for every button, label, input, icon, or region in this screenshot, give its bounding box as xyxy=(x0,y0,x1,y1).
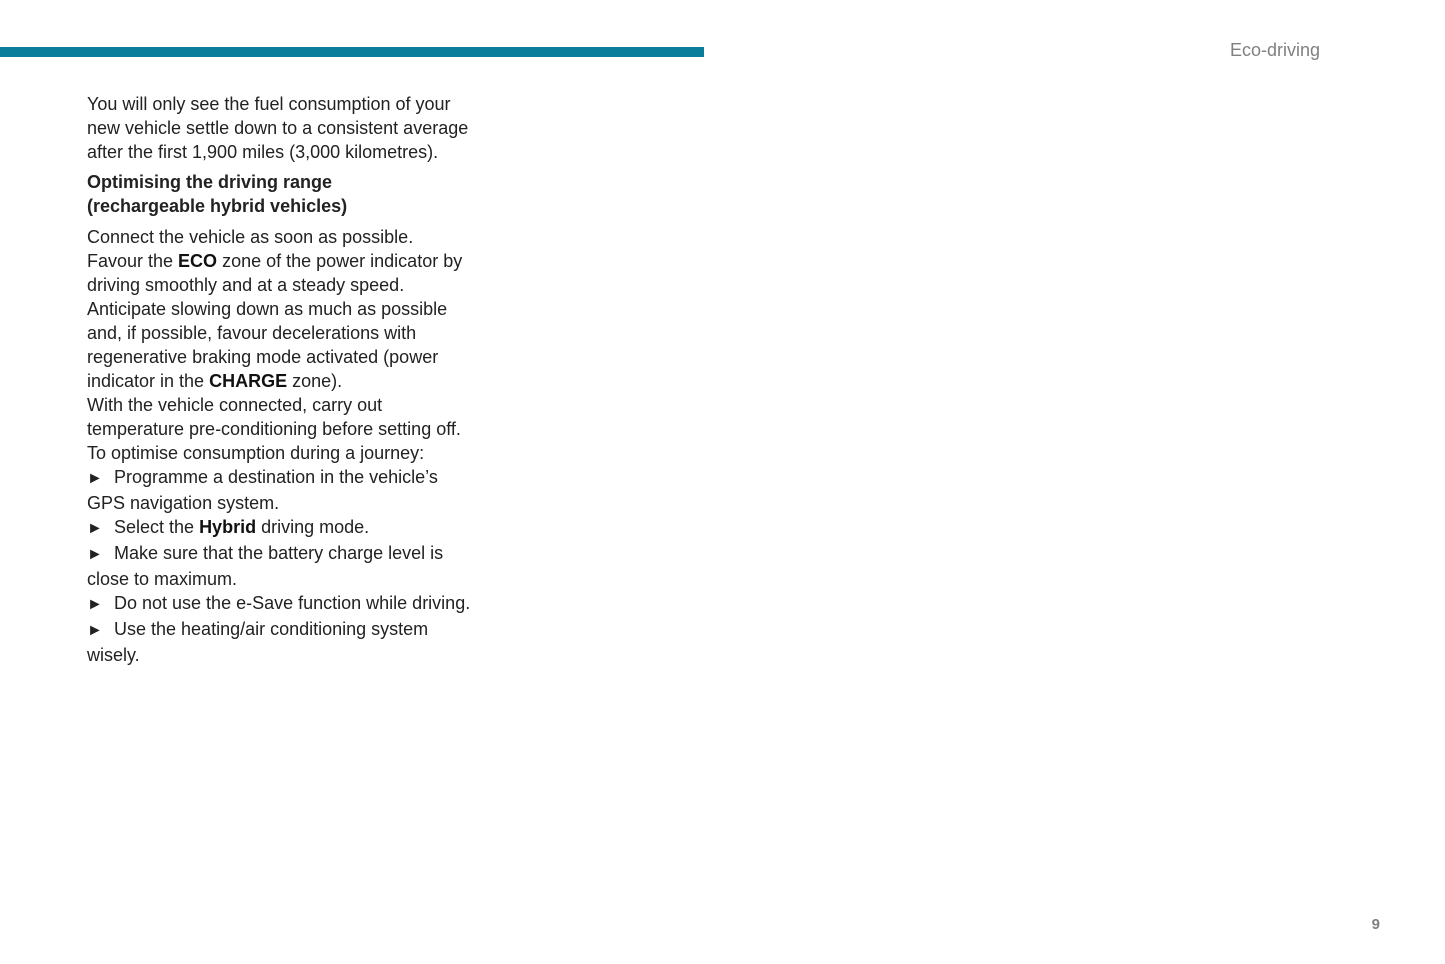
bullet-continuation: GPS navigation system. xyxy=(87,493,280,513)
body-line: To optimise consumption during a journey: xyxy=(87,443,425,463)
body-line: driving smoothly and at a steady speed. xyxy=(87,275,405,295)
body-line xyxy=(87,369,487,393)
text-fragment: Select the xyxy=(114,517,200,537)
bullet-item xyxy=(87,591,487,617)
body-line: temperature pre-conditioning before setting off. xyxy=(87,419,461,439)
heading-line: Optimising the driving range xyxy=(87,172,333,192)
arrow-bullet-icon: ► xyxy=(87,622,103,639)
arrow-bullet-icon: ► xyxy=(87,520,103,537)
body-line: Anticipate slowing down as much as possible xyxy=(87,299,448,319)
section-title: Eco-driving xyxy=(1229,40,1320,60)
body-line: regenerative braking mode activated (power xyxy=(87,347,439,367)
intro-line: You will only see the fuel consumption of your xyxy=(87,94,451,114)
intro-line: after the first 1,900 miles (3,000 kilometres). xyxy=(87,142,439,162)
text-fragment: indicator in the xyxy=(87,371,210,391)
bullet-text: Do not use the e-Save function while driving. xyxy=(114,593,471,613)
bullet-item xyxy=(87,541,487,567)
charge-keyword: CHARGE xyxy=(209,371,288,391)
intro-paragraph xyxy=(87,92,487,164)
arrow-bullet-icon: ► xyxy=(87,470,103,487)
text-fragment: zone of the power indicator by xyxy=(217,251,463,271)
intro-line: new vehicle settle down to a consistent average xyxy=(87,118,469,138)
text-fragment: driving mode. xyxy=(256,517,370,537)
arrow-bullet-icon: ► xyxy=(87,596,103,613)
arrow-bullet-icon: ► xyxy=(87,546,103,563)
bullet-text: Use the heating/air conditioning system xyxy=(114,619,429,639)
bullet-continuation: close to maximum. xyxy=(87,569,238,589)
body-line xyxy=(87,249,487,273)
section-heading xyxy=(87,170,487,218)
heading-line: (rechargeable hybrid vehicles) xyxy=(87,196,348,216)
body-line: Connect the vehicle as soon as possible. xyxy=(87,227,414,247)
bullet-continuation: wisely. xyxy=(87,645,140,665)
body-line: and, if possible, favour decelerations with xyxy=(87,323,417,343)
eco-keyword: ECO xyxy=(178,251,218,271)
bullet-item xyxy=(87,515,487,541)
body-text xyxy=(87,225,487,667)
hybrid-keyword: Hybrid xyxy=(199,517,257,537)
header-accent-bar xyxy=(0,47,704,57)
bullet-item xyxy=(87,465,487,491)
body-line: With the vehicle connected, carry out xyxy=(87,395,383,415)
text-fragment: zone). xyxy=(287,371,343,391)
bullet-item xyxy=(87,617,487,643)
main-content xyxy=(87,92,487,667)
bullet-text: Make sure that the battery charge level is xyxy=(114,543,444,563)
page-number: 9 xyxy=(1371,916,1380,933)
bullet-text: Programme a destination in the vehicle’s xyxy=(114,467,438,487)
text-fragment: Favour the xyxy=(87,251,179,271)
